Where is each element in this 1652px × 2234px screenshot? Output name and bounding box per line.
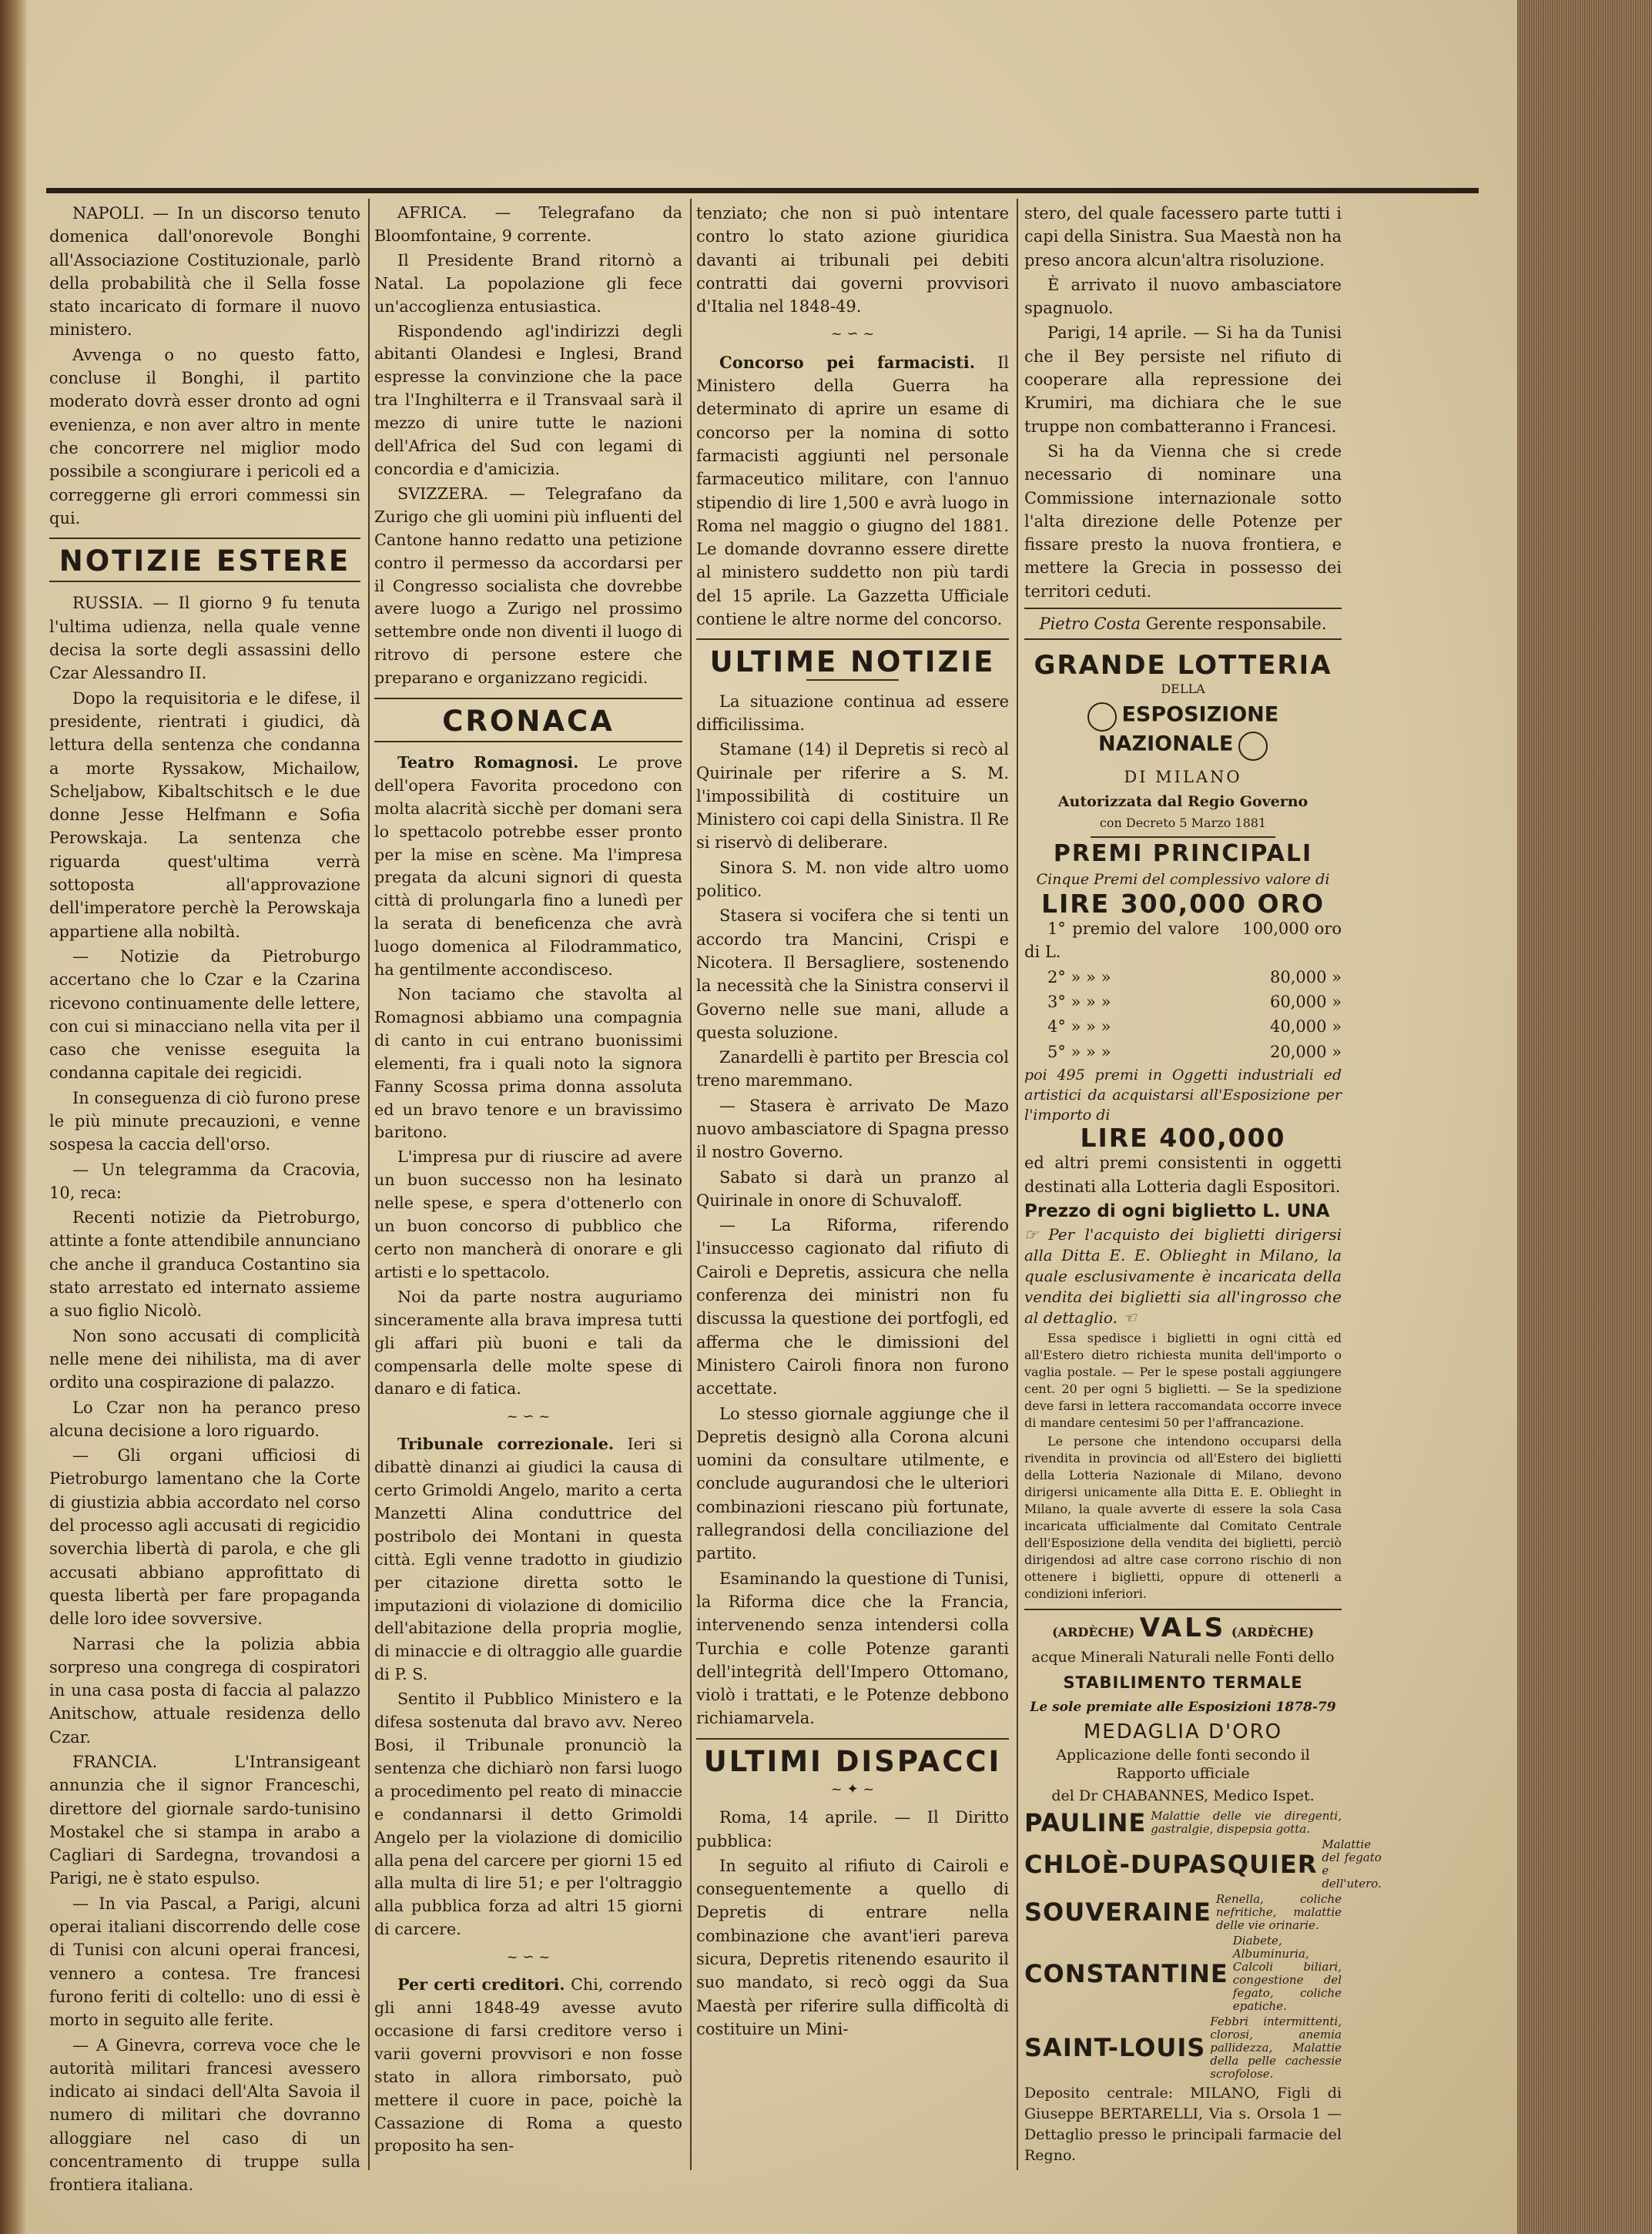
column-3	[696, 202, 1009, 2042]
heading-notizie-estere: NOTIZIE ESTERE	[59, 544, 351, 578]
ad-title: GRANDE LOTTERIA	[1034, 650, 1332, 682]
article-paragraph: È arrivato il nuovo ambasciatore spagnuolo.	[1024, 275, 1342, 318]
source-name: SOUVERAINE	[1024, 1897, 1211, 1928]
article-paragraph: — A Ginevra, correva voce che le autorità militari francesi avessero indicato ai sindaci dell'Alta Savoia il numero di militari che dovranno alloggiare nel caso di un concentramento di truppe sulla frontiera italiana.	[49, 2035, 360, 2195]
article-text: Chi, correndo gli anni 1848-49 avesse avuto occasione di farsi creditore verso i varii governi provvisori e non fosse stato in allora rimborsato, può mettere il cuore in pace, poichè la Cassazione di Roma a questo proposito ha sen-	[374, 1975, 682, 2155]
vals-stab: STABILIMENTO TERMALE	[1063, 1673, 1303, 1692]
article-paragraph: Sentito il Pubblico Ministero e la difesa sostenuta dal bravo avv. Nereo Bosi, il Tribunale pronunciò la sentenza che dichiarò non farsi luogo a procedimento pel reato di minaccie e condannarsi il detto Grimoldi Angelo per la violazione di domicilio alla pena del carcere per giorni 15 ed alla multa di lire 51; e per l'oltraggio alla pubblica forza ad altri 15 giorni di carcere.	[374, 1690, 682, 1939]
article-paragraph: SVIZZERA. — Telegrafano da Zurigo che gli uomini più influenti del Cantone hanno redatto una petizione contro il permesso da accordarsi per il Congresso socialista che dovrebbe avere luogo a Zurigo nel prossimo settembre onde non diventi il luogo di ritrovo di persone estere che preparano e organizzano regicidi.	[374, 484, 682, 688]
heading-cronaca: CRONACA	[442, 705, 615, 739]
binding-edge-left	[0, 0, 26, 2234]
ad-premi: PREMI PRINCIPALI	[1053, 840, 1313, 868]
vals-acque: acque Minerali Naturali nelle Fonti dello	[1031, 1649, 1335, 1666]
article-paragraph: Narrasi che la polizia abbia sorpreso una congrega di cospiratori in una casa posta di faccia al palazzo Anitschow, attuale residenza dello Czar.	[49, 1634, 360, 1747]
ad-total2: LIRE 400,000	[1080, 1122, 1286, 1153]
source-desc: Febbri intermittenti, clorosi, anemia pallidezza, Malattie della pelle cachessie scrofolose.	[1210, 2014, 1342, 2081]
prize-value: 100,000 oro	[1242, 919, 1342, 939]
vals-source	[1024, 2015, 1342, 2081]
vals-source	[1024, 1934, 1342, 2013]
article-paragraph: Il Presidente Brand ritornò a Natal. La popolazione gli fece un'accoglienza entusiastica.	[374, 250, 682, 316]
gerente-name: Pietro Costa	[1039, 615, 1141, 634]
section-rule	[1024, 1609, 1342, 1610]
article-paragraph: — Un telegramma da Cracovia, 10, reca:	[49, 1160, 360, 1202]
ad-expo-line	[1024, 702, 1342, 761]
ad-persone: Le persone che intendono occuparsi della rivendita in provincia od all'Estero dei biglietti della Lotteria Nazionale di Milano, devono dirigersi unicamente alla Ditta E. E. Oblieght in Milano, la quale avverte di essere la sola Casa incaricata ufficialmente dal Comitato Centrale dell'Esposizione della vendita dei biglietti, perciò dirigendosi ad altre case corrono rischio di non ottenere i biglietti, oppure di ottenerli a condizioni inferiori.	[1024, 1434, 1342, 1602]
article-paragraph: Lo stesso giornale aggiunge che il Depretis designò alla Corona alcuni uomini da consultare utilmente, e conclude augurandosi che le ulteriori combinazioni riescano più fortunate, rallegrandosi della conciliazione del partito.	[696, 1404, 1009, 1563]
source-desc: Malattie delle vie diregenti, gastralgie, dispepsia gotta.	[1151, 1808, 1342, 1836]
section-rule	[49, 581, 360, 582]
article-paragraph: — Gli organi ufficiosi di Pietroburgo lamentano che la Corte di giustizia abbia accordato nel corso del processo agli accusati di regicidio soverchia libertà di parola, e che gli accusati abbiano approfittato di questa libertà per fare propaganda delle loro idee sovversive.	[49, 1446, 360, 1629]
prize-value: 60,000 »	[1269, 993, 1342, 1012]
ornament: ~ ∽ ~	[506, 1949, 551, 1966]
article-paragraph: RUSSIA. — Il giorno 9 fu tenuta l'ultima udienza, nella quale venne decisa la sorte degli assassini dello Czar Alessandro II.	[49, 594, 360, 683]
vals-left: (ARDÈCHE)	[1052, 1625, 1135, 1640]
article-title: Per certi creditori.	[397, 1975, 565, 1995]
ad-city: DI MILANO	[1124, 767, 1242, 786]
ad-spedisce: Essa spedisce i biglietti in ogni città ed all'Estero dietro richiesta munita dell'importo o vaglia postale. — Per le spese postali aggiungere cent. 20 per ogni 5 biglietti. — Se la spedizione deve farsi in lettera raccomandata occorre invece di mandare centesimi 50 per l'affrancazione.	[1024, 1331, 1342, 1431]
article-paragraph: Esaminando la questione di Tunisi, la Riforma dice che la Francia, intervenendo senza intendersi colla Turchia e colle Potenze garanti dell'integrità dell'Impero Ottomano, violò i trattati, e le Potenze debbono richiamarvela.	[696, 1569, 1009, 1728]
section-rule	[49, 538, 360, 539]
source-desc: Malattie del fegato e dell'utero.	[1322, 1837, 1382, 1891]
ornament: ~ ∽ ~	[506, 1408, 551, 1425]
vals-appl: Applicazione delle fonti secondo il Rapporto ufficiale	[1056, 1746, 1310, 1782]
vals-source	[1024, 1837, 1382, 1891]
article-paragraph: tenziato; che non si può intentare contro lo stato azione giuridica davanti ai tribunali pei debiti contratti dai governi provvisori d'Italia nel 1848-49.	[696, 204, 1009, 317]
source-name: SAINT-LOUIS	[1024, 2033, 1206, 2063]
section-rule	[1024, 608, 1342, 609]
article-paragraph: — Stasera è arrivato De Mazo nuovo ambasciatore di Spagna presso il nostro Governo.	[696, 1096, 1009, 1162]
section-rule	[374, 741, 682, 742]
ad-della: DELLA	[1161, 681, 1205, 696]
section-rule	[806, 679, 899, 681]
article-napoli: NAPOLI. — In un discorso tenuto domenica dall'onorevole Bonghi all'Associazione Costituzionale, parlò della probabilità che il Sella fosse stato incaricato di formare il nuovo ministero.	[49, 204, 360, 340]
article-paragraph: Lo Czar non ha peranco preso alcuna decisione a loro riguardo.	[49, 1398, 360, 1440]
article-text: Le prove dell'opera Favorita procedono con molta alacrità sicchè per domani sera lo spettacolo potrebbe esser pronto per la mise en scène. Ma l'impresa pregata da alcuni signori di questa città di prolungarla fino a lunedì per la serata di beneficenza che avrà luogo domenica al Filodrammatico, ha gentilmente accondisceso.	[374, 752, 682, 980]
article-paragraph: Parigi, 14 aprile. — Si ha da Tunisi che il Bey persiste nel rifiuto di cooperare alla repressione dei Krumiri, ma dichiara che le sue truppe non combatteranno i Francesi.	[1024, 323, 1342, 436]
article-title: Teatro Romagnosi.	[397, 752, 579, 772]
source-desc: Renella, coliche nefritiche, malattie delle vie orinarie.	[1215, 1891, 1342, 1932]
vals-deposito: Deposito centrale: MILANO, Figli di Giuseppe BERTARELLI, Via s. Orsola 1 — Dettaglio presso le principali farmacie del Regno.	[1024, 2084, 1342, 2164]
article-title: Tribunale correzionale.	[397, 1435, 615, 1454]
prize-label: 1° premio del valore di L.	[1024, 919, 1220, 962]
article-paragraph: stero, del quale facessero parte tutti i capi della Sinistra. Sua Maestà non ha preso ancora alcun'altra risoluzione.	[1024, 204, 1342, 270]
article-paragraph: FRANCIA. L'Intransigeant annunzia che il signor Franceschi, direttore del giornale sardo-tunisino Mostakel che si stampa in arabo a Cagliari di Sardegna, trovandosi a Parigi, ne è stato espulso.	[49, 1753, 360, 1888]
section-rule	[1091, 836, 1275, 838]
source-name: CONSTANTINE	[1024, 1958, 1228, 1988]
prize-label: 4° » » »	[1047, 1017, 1111, 1037]
ornament: ~ ∽ ~	[830, 326, 875, 343]
vals-right: (ARDÈCHE)	[1231, 1625, 1314, 1640]
article-paragraph: Dopo la requisitoria e le difese, il presidente, rientrati i giudici, dà lettura della sentenza che condanna a morte Ryssakow, Michailow, Scheljabow, Kibaltschitsch e le due donne Jesse Helfmann e Sofia Perowskaja. La sentenza che riguarda quest'ultima verrà sottoposta all'approvazione dell'imperatore perchè la Perowskaja appartiene alla nobiltà.	[49, 688, 360, 941]
prize-row	[1024, 1015, 1342, 1038]
section-rule	[696, 638, 1009, 640]
prize-row	[1024, 1040, 1342, 1063]
vals-medaglia: MEDAGLIA D'ORO	[1083, 1720, 1283, 1744]
source-desc: Diabete, Albuminuria, Calcoli biliari, congestione del fegato, coliche epatiche.	[1232, 1933, 1342, 2013]
article-tribunale	[374, 1433, 682, 1686]
prize-value: 40,000 »	[1269, 1017, 1342, 1037]
column-1	[49, 202, 360, 2199]
article-paragraph: Non sono accusati di complicità nelle mene dei nihilista, ma di aver ordito una cospirazione di palazzo.	[49, 1326, 360, 1392]
article-creditori	[374, 1974, 682, 2158]
article-paragraph: — La Riforma, riferendo l'insuccesso cagionato dal rifiuto di Cairoli e Depretis, assicura che nella conferenza dei ministri non fu discussa la questione dei portfogli, ed afferma che le dimissioni del Ministero Cairoli finora non furono accettate.	[696, 1216, 1009, 1398]
vals-dr: del Dr CHABANNES, Medico Ispet.	[1051, 1787, 1315, 1804]
article-paragraph: Zanardelli è partito per Brescia col treno maremmano.	[696, 1048, 1009, 1090]
heading-ultimi-dispacci: ULTIMI DISPACCI	[703, 1744, 1002, 1778]
vals-sole: Le sole premiate alle Esposizioni 1878-79	[1030, 1699, 1336, 1715]
vals-source	[1024, 1893, 1342, 1932]
ornament: ~ ✦ ~	[830, 1781, 875, 1797]
source-name: CHLOÈ-DUPASQUIER	[1024, 1849, 1318, 1879]
ad-poi: poi 495 premi in Oggetti industriali ed artistici da acquistarsi all'Esposizione per l'importo di	[1024, 1066, 1342, 1124]
ad-acquisto: ☞ Per l'acquisto dei biglietti dirigersi alla Ditta E. E. Oblieght in Milano, la quale esclusivamente è incaricata della vendita dei biglietti sia all'ingrosso che al dettaglio. ☜	[1024, 1225, 1342, 1328]
article-teatro	[374, 752, 682, 982]
article-paragraph: Sinora S. M. non vide altro uomo politico.	[696, 858, 1009, 901]
gerente-role: Gerente responsabile.	[1145, 615, 1327, 634]
ad-vals	[1024, 1613, 1382, 2166]
section-rule	[1024, 638, 1342, 640]
prize-row	[1024, 917, 1342, 964]
article-paragraph: — In via Pascal, a Parigi, alcuni operai italiani discorrendo delle cose di Tunisi con alcuni operai francesi, vennero a contesa. Tre francesi furono feriti di coltello: uno di essi è morto in seguito alle ferite.	[49, 1894, 360, 2030]
prize-label: 2° » » »	[1047, 967, 1111, 986]
vals-source	[1024, 1807, 1342, 1837]
column-divider	[690, 199, 692, 2170]
ad-cinque: Cinque Premi del complessivo valore di	[1036, 870, 1330, 888]
crest-icon	[1087, 702, 1117, 732]
article-paragraph: — Notizie da Pietroburgo accertano che lo Czar e la Czarina ricevono continuamente delle lettere, con cui si minacciano nella vita per il caso che venisse eseguita la condanna capitale dei regicidi.	[49, 946, 360, 1083]
article-paragraph: Stamane (14) il Depretis si recò al Quirinale per riferire a S. M. l'impossibilità di costituire un Ministero coi capi della Sinistra. Il Re si riservò di deliberare.	[696, 740, 1009, 852]
article-paragraph: Noi da parte nostra auguriamo sinceramente alla brava impresa tutti gli affari più buoni e tali da compensarla delle molte spese di danaro e di fatica.	[374, 1287, 682, 1398]
column-divider	[368, 199, 370, 2170]
source-name: PAULINE	[1024, 1807, 1147, 1837]
article-paragraph: Sabato si darà un pranzo al Quirinale in onore di Schuvaloff.	[696, 1167, 1009, 1210]
article-paragraph: Rispondendo agl'indirizzi degli abitanti Olandesi e Inglesi, Brand espresse la convinzione che la pace tra l'Inghilterra e il Transvaal sarà il mezzo di unire tutte le nazioni dell'Africa del Sud con legami di concordia e d'amicizia.	[374, 321, 682, 478]
article-paragraph: L'impresa pur di riuscire ad avere un buon successo non ha lesinato nelle spese, e spera d'ottenerlo con un buon concorso di pubblico che certo non mancherà di onorare e gli artisti e lo spettacolo.	[374, 1147, 682, 1281]
ad-total: LIRE 300,000 ORO	[1040, 888, 1325, 919]
article-paragraph: Si ha da Vienna che si crede necessario di nominare una Commissione internazionale sotto l'alta direzione delle Potenze per fissare presto la nuova frontiera, e mettere la Grecia in possesso dei territori ceduti.	[1024, 441, 1342, 601]
prize-label: 3° » » »	[1047, 993, 1111, 1012]
prize-value: 20,000 »	[1269, 1042, 1342, 1061]
column-4	[1024, 202, 1382, 2168]
ad-lotteria	[1024, 650, 1342, 1603]
ad-prezzo: Prezzo di ogni biglietto L. UNA	[1024, 1201, 1330, 1221]
article-paragraph: La situazione continua ad essere difficilissima.	[696, 692, 1009, 734]
ad-expo: ESPOSIZIONE NAZIONALE	[1098, 702, 1279, 756]
ad-auth: Autorizzata dal Regio Governo	[1057, 792, 1309, 810]
prize-value: 80,000 »	[1269, 967, 1342, 986]
heading-ultime-notizie: ULTIME NOTIZIE	[709, 645, 996, 679]
article-paragraph: In conseguenza di ciò furono prese le più minute precauzioni, e venne sospesa la caccia dell'orso.	[49, 1088, 360, 1154]
article-paragraph: In seguito al rifiuto di Cairoli e conseguentemente a quello di Depretis di entrare nella combinazione che avant'ieri pareva sicura, Depretis ritenendo esaurito il suo mandato, si recò oggi da Sua Maestà per riferire sulla difficoltà di costituire un Mini-	[696, 1856, 1009, 2038]
section-rule	[374, 698, 682, 699]
vals-title	[1024, 1613, 1342, 1644]
section-rule	[696, 1738, 1009, 1740]
ad-altri: ed altri premi consistenti in oggetti destinati alla Lotteria dagli Espositori.	[1024, 1154, 1342, 1196]
prize-label: 5° » » »	[1047, 1042, 1111, 1061]
column-2	[374, 202, 682, 2159]
top-rule	[46, 188, 1479, 193]
vals-name: VALS	[1139, 1613, 1227, 1644]
article-paragraph: Non taciamo che stavolta al Romagnosi abbiamo una compagnia di canto in cui entrano buonissimi elementi, fra i quali noto la signora Fanny Scossa prima donna assoluta ed un bravo tenore e un bravissimo baritono.	[374, 985, 682, 1142]
book-page-edges	[1517, 0, 1652, 2234]
article-paragraph: Recenti notizie da Pietroburgo, attinte a fonte attendibile annunciano che anche il granduca Costantino sia stato arrestato ed internato assieme a suo figlio Nicolò.	[49, 1208, 360, 1321]
prize-row	[1024, 990, 1342, 1013]
column-divider	[1017, 199, 1018, 2170]
article-paragraph: Roma, 14 aprile. — Il Diritto pubblica:	[696, 1808, 1009, 1851]
article-text: Ieri si dibattè dinanzi ai giudici la causa di certo Grimoldi Angelo, marito a certa Manzetti Alina conduttrice del postribolo dei Montani in questa città. Egli venne tradotto in giudizio per citazione diretta sotto le imputazioni di violazione di domicilio dell'abitazione della propria moglie, di minaccie e di oltraggio alle guardie di P. S.	[374, 1435, 682, 1684]
article-concorso	[696, 351, 1009, 631]
article-paragraph: Stasera si vociferа che si tenti un accordo tra Mancini, Crispi e Nicotera. Il Bersagliere, sostenendo la necessità che la Sinistra conservi il Governo nelle sue mani, allude a questa soluzione.	[696, 906, 1009, 1042]
prize-row	[1024, 966, 1342, 989]
article-title: Concorso pei farmacisti.	[719, 352, 976, 372]
article-paragraph: Avvenga o no questo fatto, concluse il Bonghi, il partito moderato dovrà esser dronto ad ogni evenienza, e non aver altro in mente che concorrere nel miglior modo possibile a scongiurare i pericoli ed a correggerne gli errori commessi sin qui.	[49, 345, 360, 528]
crest-icon	[1238, 732, 1268, 761]
ad-decreto: con Decreto 5 Marzo 1881	[1099, 816, 1267, 831]
article-paragraph: AFRICA. — Telegrafano da Bloomfontaine, 9 corrente.	[374, 203, 682, 245]
gerente-line	[1024, 612, 1342, 635]
article-text: Il Ministero della Guerra ha determinato di aprire un esame di concorso per la nomina di sotto farmacisti aggiunti nel personale farmaceutico militare, con l'annuo stipendio di lire 1,500 e avrà luogo in Roma nel maggio o giugno del 1881. Le domande dovranno essere dirette al ministero suddetto non più tardi del 15 aprile. La Gazzetta Ufficiale contiene le altre norme del concorso.	[696, 353, 1009, 629]
